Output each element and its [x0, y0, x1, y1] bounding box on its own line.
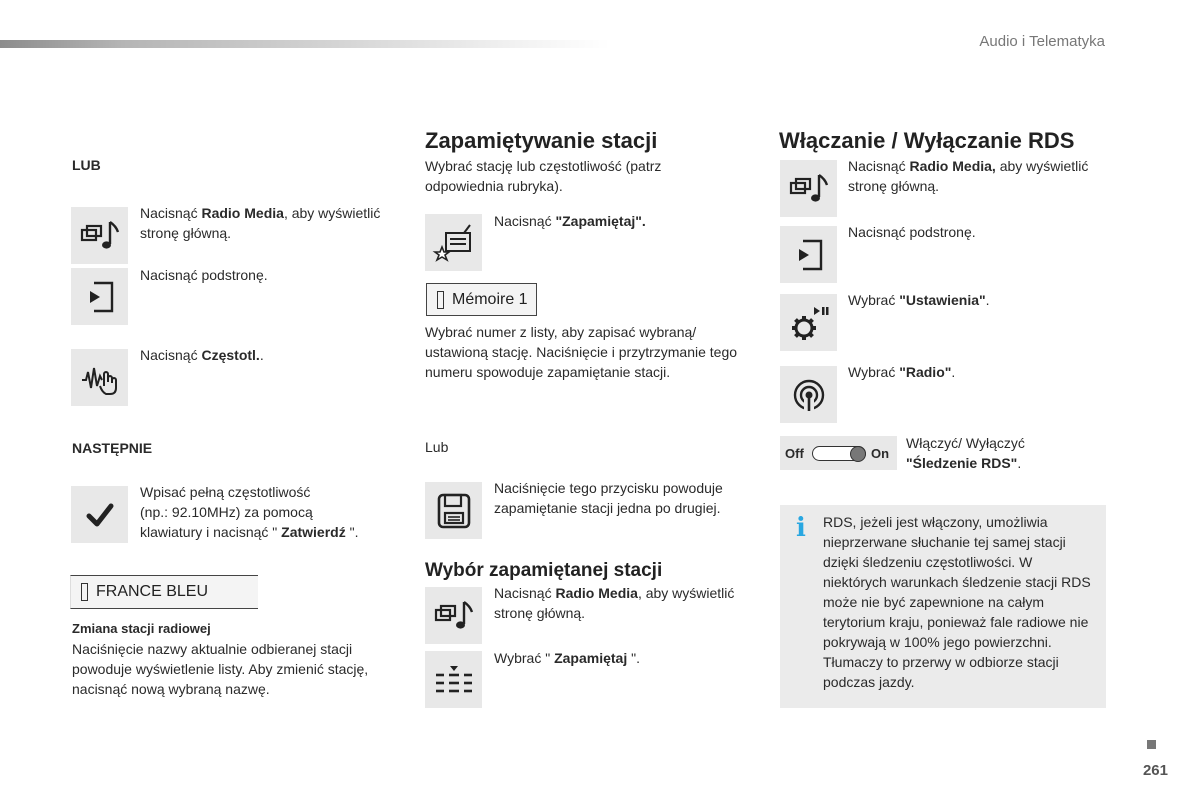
select-memorized-heading: Wybór zapamiętanej stacji	[425, 560, 663, 581]
rds-heading: Włączanie / Wyłączanie RDS	[779, 128, 1075, 153]
memory-slot-display[interactable]: Mémoire 1	[426, 283, 537, 316]
page-number: 261	[1142, 762, 1168, 779]
display-bracket-icon	[437, 291, 444, 309]
next-label: NASTĘPNIE	[72, 440, 153, 456]
radio-media-button[interactable]	[71, 207, 128, 264]
settings-button[interactable]	[780, 294, 837, 351]
subpage-button[interactable]	[71, 268, 128, 325]
right-step-radio-media: Nacisnąć Radio Media, aby wyświetlić stronę główną.	[848, 158, 1089, 194]
header-gradient-bar	[0, 40, 610, 48]
page-marker	[1147, 740, 1156, 749]
rds-toggle[interactable]	[780, 436, 897, 470]
rds-info-box	[780, 505, 1106, 708]
station-name-display[interactable]: FRANCE BLEU	[70, 575, 258, 609]
left-step-subpage: Nacisnąć podstronę.	[140, 267, 268, 283]
info-icon: i	[796, 513, 806, 543]
toggle-knob	[850, 446, 866, 462]
change-station-heading: Zmiana stacji radiowej	[72, 621, 211, 636]
memorize-intro: Wybrać stację lub częstotliwość (patrz odpowiednia rubryka).	[425, 158, 662, 194]
rds-info-text: RDS, jeżeli jest włączony, umożliwia nieprzerwane słuchanie tej samej stacji dzięki śledzeniu częstotliwości. W niektórych warunkach śledzenie stacji RDS może nie być zapewnione na całym terytorium kraju, ponieważ fale radiowe nie pokrywają w 100% jego powierzchni. Tłumaczy to przerwy w odbiorze stacji podczas jazdy.	[823, 514, 1091, 690]
subpage-button-2[interactable]	[780, 226, 837, 283]
right-step-settings: Wybrać "Ustawienia".	[848, 292, 990, 308]
subpage-icon	[78, 275, 122, 319]
radio-media-icon	[432, 594, 476, 638]
radio-settings-button[interactable]	[780, 366, 837, 423]
frequency-button[interactable]	[71, 349, 128, 406]
left-step-radio-media: Nacisnąć Radio Media, aby wyświetlić stronę główną.	[140, 205, 381, 241]
radio-media-icon	[787, 167, 831, 211]
middle-step-radio-media: Nacisnąć Radio Media, aby wyświetlić stronę główną.	[494, 585, 735, 621]
select-number-text: Wybrać numer z listy, aby zapisać wybraną/ ustawioną stację. Naciśnięcie i przytrzymanie tego numeru spowoduje zapamiętanie stacji.	[425, 324, 738, 380]
middle-step-select-memorized: Wybrać " Zapamiętaj ".	[494, 650, 640, 666]
preset-list-icon	[432, 658, 476, 702]
confirm-button[interactable]	[71, 486, 128, 543]
display-bracket-icon	[81, 583, 88, 601]
left-step-enter-frequency: Wpisać pełną częstotliwość (np.: 92.10MHz) za pomocą klawiatury i nacisnąć " Zatwierdź ".	[140, 484, 359, 540]
checkmark-icon	[78, 493, 122, 537]
radio-star-icon	[432, 221, 476, 265]
memorize-heading: Zapamiętywanie stacji	[425, 128, 658, 153]
gear-play-icon	[787, 301, 831, 345]
toggle-off-label: Off	[785, 446, 804, 461]
frequency-touch-icon	[78, 356, 122, 400]
save-button[interactable]	[425, 482, 482, 539]
radio-media-button-3[interactable]	[780, 160, 837, 217]
middle-lub-label: Lub	[425, 439, 449, 455]
left-step-frequency: Nacisnąć Częstotl..	[140, 347, 264, 363]
floppy-disk-icon	[432, 489, 476, 533]
radio-signal-icon	[787, 373, 831, 417]
subpage-icon	[787, 233, 831, 277]
radio-media-button-2[interactable]	[425, 587, 482, 644]
right-step-subpage: Nacisnąć podstronę.	[848, 224, 976, 240]
change-station-text: Naciśnięcie nazwy aktualnie odbieranej stacji powoduje wyświetlenie listy. Aby zmienić stację, nacisnąć nową wybraną nazwę.	[72, 641, 369, 697]
right-step-rds-toggle: Włączyć/ Wyłączyć "Śledzenie RDS".	[906, 435, 1025, 471]
right-step-radio: Wybrać "Radio".	[848, 364, 956, 380]
toggle-on-label: On	[871, 446, 890, 461]
lub-label: LUB	[72, 157, 101, 173]
memorize-button[interactable]	[425, 214, 482, 271]
presets-list-button[interactable]	[425, 651, 482, 708]
save-sequential-text: Naciśnięcie tego przycisku powoduje zapamiętanie stacji jedna po drugiej.	[494, 480, 723, 516]
radio-media-icon	[78, 214, 122, 258]
page-header-title: Audio i Telematyka	[979, 33, 1105, 50]
middle-step-memorize: Nacisnąć "Zapamiętaj".	[494, 213, 646, 229]
